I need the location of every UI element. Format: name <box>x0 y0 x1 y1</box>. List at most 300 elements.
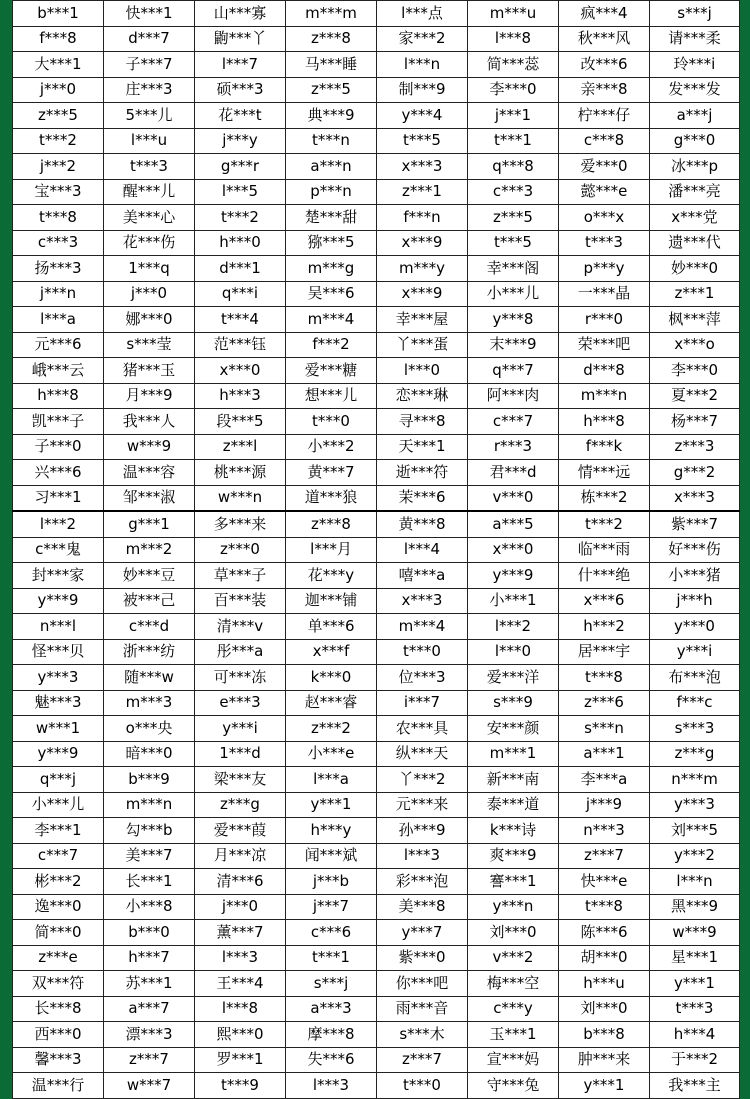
table-cell: y***4 <box>377 103 468 129</box>
table-cell: 疯***4 <box>559 1 650 27</box>
table-row <box>13 281 740 307</box>
table-cell: 爱***糖 <box>286 358 377 384</box>
table-cell: y***9 <box>13 741 104 767</box>
table-cell: l***7 <box>195 52 286 78</box>
table-cell: g***1 <box>104 511 195 537</box>
table-cell: x***o <box>650 332 740 358</box>
table-cell: l***3 <box>286 1073 377 1099</box>
table-cell: m***n <box>104 792 195 818</box>
table-cell: a***j <box>650 103 740 129</box>
table-cell: 农***具 <box>377 716 468 742</box>
table-cell: 胡***0 <box>559 945 650 971</box>
table-cell: f***8 <box>13 26 104 52</box>
table-cell: 宝***3 <box>13 179 104 205</box>
table-cell: 快***1 <box>104 1 195 27</box>
table-cell: m***1 <box>468 741 559 767</box>
table-cell: 长***8 <box>13 996 104 1022</box>
table-cell: 单***6 <box>286 614 377 640</box>
table-cell: f***2 <box>286 332 377 358</box>
table-cell: c***鬼 <box>13 537 104 563</box>
table-cell: j***0 <box>104 281 195 307</box>
table-cell: r***0 <box>559 307 650 333</box>
table-cell: 末***9 <box>468 332 559 358</box>
table-row <box>13 767 740 793</box>
table-cell: 我***主 <box>650 1073 740 1099</box>
table-row <box>13 434 740 460</box>
table-cell: 1***q <box>104 256 195 282</box>
table-cell: h***y <box>286 818 377 844</box>
table-cell: b***0 <box>104 920 195 946</box>
table-cell: 花***伤 <box>104 230 195 256</box>
table-cell: 迦***铺 <box>286 588 377 614</box>
table-cell: m***g <box>286 256 377 282</box>
table-cell: c***6 <box>286 920 377 946</box>
table-cell: 嘻***a <box>377 563 468 589</box>
table-cell: v***0 <box>468 485 559 511</box>
table-cell: 摩***8 <box>286 1022 377 1048</box>
table-cell: h***u <box>559 971 650 997</box>
table-cell: 温***容 <box>104 460 195 486</box>
table-cell: l***0 <box>377 358 468 384</box>
table-row <box>13 920 740 946</box>
table-cell: b***1 <box>13 1 104 27</box>
table-cell: t***3 <box>104 154 195 180</box>
table-cell: c***d <box>104 614 195 640</box>
table-cell: v***2 <box>468 945 559 971</box>
table-cell: c***7 <box>468 409 559 435</box>
table-cell: 峨***云 <box>13 358 104 384</box>
table-cell: 想***儿 <box>286 383 377 409</box>
table-cell: 小***猪 <box>650 563 740 589</box>
table-cell: h***0 <box>195 230 286 256</box>
table-row <box>13 230 740 256</box>
table-cell: 柠***仔 <box>559 103 650 129</box>
table-cell: 小***1 <box>468 588 559 614</box>
table-cell: 罗***1 <box>195 1047 286 1073</box>
table-cell: t***5 <box>377 128 468 154</box>
table-cell: 小***8 <box>104 894 195 920</box>
table-cell: j***0 <box>195 894 286 920</box>
table-cell: a***1 <box>559 741 650 767</box>
table-cell: 随***w <box>104 665 195 691</box>
table-cell: 妙***0 <box>650 256 740 282</box>
table-row <box>13 996 740 1022</box>
table-cell: 制***9 <box>377 77 468 103</box>
table-row <box>13 614 740 640</box>
table-cell: o***x <box>559 205 650 231</box>
table-cell: t***1 <box>286 945 377 971</box>
table-row <box>13 563 740 589</box>
table-cell: s***n <box>559 716 650 742</box>
table-cell: 玲***i <box>650 52 740 78</box>
table-row <box>13 588 740 614</box>
table-cell: 元***6 <box>13 332 104 358</box>
table-cell: 娜***0 <box>104 307 195 333</box>
table-cell: 魅***3 <box>13 690 104 716</box>
table-cell: 好***伤 <box>650 537 740 563</box>
table-cell: z***5 <box>468 205 559 231</box>
table-cell: 扬***3 <box>13 256 104 282</box>
table-cell: z***g <box>195 792 286 818</box>
table-cell: 小***儿 <box>468 281 559 307</box>
table-cell: 苏***1 <box>104 971 195 997</box>
table-cell: 请***柔 <box>650 26 740 52</box>
table-cell: 刘***0 <box>468 920 559 946</box>
table-cell: z***1 <box>650 281 740 307</box>
table-cell: 闻***斌 <box>286 843 377 869</box>
table-cell: z***5 <box>13 103 104 129</box>
table-row <box>13 1073 740 1099</box>
table-cell: y***7 <box>377 920 468 946</box>
table-row <box>13 332 740 358</box>
table-cell: 秋***风 <box>559 26 650 52</box>
table-cell: j***h <box>650 588 740 614</box>
table-cell: o***央 <box>104 716 195 742</box>
table-cell: a***n <box>286 154 377 180</box>
table-row <box>13 205 740 231</box>
table-cell: k***0 <box>286 665 377 691</box>
table-row <box>13 792 740 818</box>
table-cell: 君***d <box>468 460 559 486</box>
table-cell: 小***e <box>286 741 377 767</box>
table-cell: h***8 <box>13 383 104 409</box>
table-cell: x***9 <box>377 230 468 256</box>
table-cell: 美***7 <box>104 843 195 869</box>
table-cell: 小***2 <box>286 434 377 460</box>
table-cell: 幸***屋 <box>377 307 468 333</box>
table-cell: y***9 <box>13 588 104 614</box>
table-cell: y***n <box>468 894 559 920</box>
table-cell: 妙***豆 <box>104 563 195 589</box>
table-cell: 李***0 <box>650 358 740 384</box>
table-cell: 爱***0 <box>559 154 650 180</box>
table-cell: 勾***b <box>104 818 195 844</box>
table-cell: 习***1 <box>13 485 104 511</box>
table-cell: w***9 <box>104 434 195 460</box>
table-cell: t***8 <box>13 205 104 231</box>
table-cell: 荣***吧 <box>559 332 650 358</box>
table-row <box>13 52 740 78</box>
table-row <box>13 460 740 486</box>
table-cell: c***8 <box>559 128 650 154</box>
table-cell: 彬***2 <box>13 869 104 895</box>
table-cell: l***4 <box>377 537 468 563</box>
table-cell: 天***1 <box>377 434 468 460</box>
table-cell: i***7 <box>377 690 468 716</box>
table-cell: z***7 <box>377 1047 468 1073</box>
table-cell: 阿***肉 <box>468 383 559 409</box>
table-cell: q***j <box>13 767 104 793</box>
table-cell: 月***9 <box>104 383 195 409</box>
table-cell: y***8 <box>468 307 559 333</box>
table-cell: 玉***1 <box>468 1022 559 1048</box>
table-cell: t***3 <box>559 230 650 256</box>
table-cell: 雨***音 <box>377 996 468 1022</box>
table-cell: 子***0 <box>13 434 104 460</box>
table-cell: 布***泡 <box>650 665 740 691</box>
table-cell: 大***1 <box>13 52 104 78</box>
table-row <box>13 26 740 52</box>
table-cell: 清***v <box>195 614 286 640</box>
table-cell: 安***颜 <box>468 716 559 742</box>
table-cell: 枫***萍 <box>650 307 740 333</box>
table-cell: 5***儿 <box>104 103 195 129</box>
table-cell: l***月 <box>286 537 377 563</box>
table-cell: 梁***友 <box>195 767 286 793</box>
table-cell: h***3 <box>195 383 286 409</box>
table-cell: 双***符 <box>13 971 104 997</box>
table-row <box>13 716 740 742</box>
table-cell: f***k <box>559 434 650 460</box>
table-cell: z***8 <box>286 26 377 52</box>
table-cell: l***a <box>286 767 377 793</box>
table-row <box>13 77 740 103</box>
table-cell: 醒***儿 <box>104 179 195 205</box>
table-cell: 茉***6 <box>377 485 468 511</box>
table-cell: r***3 <box>468 434 559 460</box>
table-cell: 暗***0 <box>104 741 195 767</box>
table-cell: l***n <box>650 869 740 895</box>
table-cell: 薰***7 <box>195 920 286 946</box>
table-cell: m***4 <box>377 614 468 640</box>
table-cell: x***3 <box>377 588 468 614</box>
table-cell: x***党 <box>650 205 740 231</box>
table-cell: a***3 <box>286 996 377 1022</box>
table-row <box>13 256 740 282</box>
table-cell: b***9 <box>104 767 195 793</box>
table-cell: 潘***亮 <box>650 179 740 205</box>
table-cell: j***0 <box>13 77 104 103</box>
table-row <box>13 409 740 435</box>
table-cell: x***0 <box>195 358 286 384</box>
table-cell: 桃***源 <box>195 460 286 486</box>
table-cell: z***8 <box>286 511 377 537</box>
table-row <box>13 179 740 205</box>
table-cell: t***2 <box>195 205 286 231</box>
table-cell: j***7 <box>286 894 377 920</box>
table-cell: g***2 <box>650 460 740 486</box>
table-cell: 道***狼 <box>286 485 377 511</box>
table-cell: 改***6 <box>559 52 650 78</box>
table-cell: l***点 <box>377 1 468 27</box>
table-cell: s***9 <box>468 690 559 716</box>
table-cell: z***g <box>650 741 740 767</box>
table-row <box>13 639 740 665</box>
table-cell: m***n <box>559 383 650 409</box>
table-cell: l***n <box>377 52 468 78</box>
table-row <box>13 358 740 384</box>
table-cell: y***1 <box>650 971 740 997</box>
table-row <box>13 1022 740 1048</box>
table-cell: j***2 <box>13 154 104 180</box>
table-cell: t***0 <box>377 1073 468 1099</box>
table-cell: 多***来 <box>195 511 286 537</box>
table-cell: l***3 <box>195 945 286 971</box>
table-cell: 紫***7 <box>650 511 740 537</box>
table-row <box>13 511 740 537</box>
table-cell: j***y <box>195 128 286 154</box>
table-cell: 凯***子 <box>13 409 104 435</box>
table-cell: 典***9 <box>286 103 377 129</box>
table-cell: 逝***符 <box>377 460 468 486</box>
table-cell: 馨***3 <box>13 1047 104 1073</box>
table-cell: 怪***贝 <box>13 639 104 665</box>
table-frame <box>12 0 739 1094</box>
table-cell: 范***钰 <box>195 332 286 358</box>
table-cell: x***0 <box>468 537 559 563</box>
table-cell: l***8 <box>195 996 286 1022</box>
table-cell: 陈***6 <box>559 920 650 946</box>
table-cell: 温***行 <box>13 1073 104 1099</box>
table-cell: 简***蕊 <box>468 52 559 78</box>
table-cell: 丫***2 <box>377 767 468 793</box>
table-cell: w***7 <box>104 1073 195 1099</box>
table-cell: z***l <box>195 434 286 460</box>
table-row <box>13 690 740 716</box>
table-cell: 李***1 <box>13 818 104 844</box>
table-cell: s***j <box>286 971 377 997</box>
table-cell: 浙***纺 <box>104 639 195 665</box>
table-cell: x***3 <box>377 154 468 180</box>
table-cell: 恋***琳 <box>377 383 468 409</box>
table-cell: d***8 <box>559 358 650 384</box>
table-cell: 段***5 <box>195 409 286 435</box>
table-cell: l***5 <box>195 179 286 205</box>
table-cell: 丫***蛋 <box>377 332 468 358</box>
table-cell: 黄***7 <box>286 460 377 486</box>
table-cell: m***4 <box>286 307 377 333</box>
table-cell: h***4 <box>650 1022 740 1048</box>
table-cell: s***j <box>650 1 740 27</box>
table-cell: 逸***0 <box>13 894 104 920</box>
table-cell: m***m <box>286 1 377 27</box>
table-row <box>13 894 740 920</box>
table-cell: n***m <box>650 767 740 793</box>
table-cell: d***7 <box>104 26 195 52</box>
table-cell: 临***雨 <box>559 537 650 563</box>
table-cell: m***3 <box>104 690 195 716</box>
table-cell: 美***心 <box>104 205 195 231</box>
table-cell: 硕***3 <box>195 77 286 103</box>
table-cell: 吴***6 <box>286 281 377 307</box>
table-cell: l***8 <box>468 26 559 52</box>
table-cell: l***0 <box>468 639 559 665</box>
table-cell: 百***装 <box>195 588 286 614</box>
table-cell: 情***远 <box>559 460 650 486</box>
table-cell: 什***绝 <box>559 563 650 589</box>
table-cell: z***0 <box>195 537 286 563</box>
table-cell: 李***0 <box>468 77 559 103</box>
table-cell: 寻***8 <box>377 409 468 435</box>
table-cell: 謇***1 <box>468 869 559 895</box>
table-cell: 栋***2 <box>559 485 650 511</box>
table-cell: m***u <box>468 1 559 27</box>
table-cell: 于***2 <box>650 1047 740 1073</box>
table-cell: b***8 <box>559 1022 650 1048</box>
table-cell: 纵***天 <box>377 741 468 767</box>
table-cell: q***8 <box>468 154 559 180</box>
table-row <box>13 537 740 563</box>
table-row <box>13 1 740 27</box>
table-cell: q***i <box>195 281 286 307</box>
table-row <box>13 128 740 154</box>
table-cell: l***2 <box>13 511 104 537</box>
table-cell: y***i <box>650 639 740 665</box>
table-cell: 亲***8 <box>559 77 650 103</box>
table-cell: j***n <box>13 281 104 307</box>
table-cell: 紫***0 <box>377 945 468 971</box>
table-cell: 泰***道 <box>468 792 559 818</box>
table-cell: c***7 <box>13 843 104 869</box>
table-cell: 猪***玉 <box>104 358 195 384</box>
table-row <box>13 383 740 409</box>
table-cell: t***5 <box>468 230 559 256</box>
table-cell: z***1 <box>377 179 468 205</box>
table-cell: 猕***5 <box>286 230 377 256</box>
table-row <box>13 154 740 180</box>
table-cell: t***n <box>286 128 377 154</box>
table-cell: 刘***5 <box>650 818 740 844</box>
table-cell: 清***6 <box>195 869 286 895</box>
table-cell: g***0 <box>650 128 740 154</box>
table-cell: 花***y <box>286 563 377 589</box>
table-cell: 李***a <box>559 767 650 793</box>
table-cell: y***9 <box>468 563 559 589</box>
table-cell: z***7 <box>559 843 650 869</box>
table-cell: c***3 <box>13 230 104 256</box>
table-cell: l***2 <box>468 614 559 640</box>
table-cell: 爱***洋 <box>468 665 559 691</box>
table-row <box>13 869 740 895</box>
table-cell: l***3 <box>377 843 468 869</box>
table-cell: 漂***3 <box>104 1022 195 1048</box>
table-row <box>13 971 740 997</box>
table-cell: 爽***9 <box>468 843 559 869</box>
table-cell: 彤***a <box>195 639 286 665</box>
table-cell: x***6 <box>559 588 650 614</box>
table-cell: y***i <box>195 716 286 742</box>
table-cell: 封***家 <box>13 563 104 589</box>
table-cell: t***0 <box>286 409 377 435</box>
table-cell: 夏***2 <box>650 383 740 409</box>
table-cell: 你***吧 <box>377 971 468 997</box>
table-cell: t***0 <box>377 639 468 665</box>
table-cell: 子***7 <box>104 52 195 78</box>
table-cell: 山***寡 <box>195 1 286 27</box>
username-grid <box>12 0 740 1099</box>
table-cell: t***8 <box>559 665 650 691</box>
table-cell: 家***2 <box>377 26 468 52</box>
table-cell: h***7 <box>104 945 195 971</box>
table-cell: h***8 <box>559 409 650 435</box>
table-cell: 守***兔 <box>468 1073 559 1099</box>
table-cell: 庄***3 <box>104 77 195 103</box>
table-cell: t***8 <box>559 894 650 920</box>
table-cell: 赵***睿 <box>286 690 377 716</box>
table-cell: 爱***葭 <box>195 818 286 844</box>
table-cell: 可***冻 <box>195 665 286 691</box>
table-row <box>13 741 740 767</box>
table-row <box>13 818 740 844</box>
table-cell: z***5 <box>286 77 377 103</box>
table-cell: 遗***代 <box>650 230 740 256</box>
table-cell: 兴***6 <box>13 460 104 486</box>
table-cell: q***7 <box>468 358 559 384</box>
table-cell: l***u <box>104 128 195 154</box>
table-cell: a***5 <box>468 511 559 537</box>
table-cell: 小***儿 <box>13 792 104 818</box>
table-cell: z***e <box>13 945 104 971</box>
